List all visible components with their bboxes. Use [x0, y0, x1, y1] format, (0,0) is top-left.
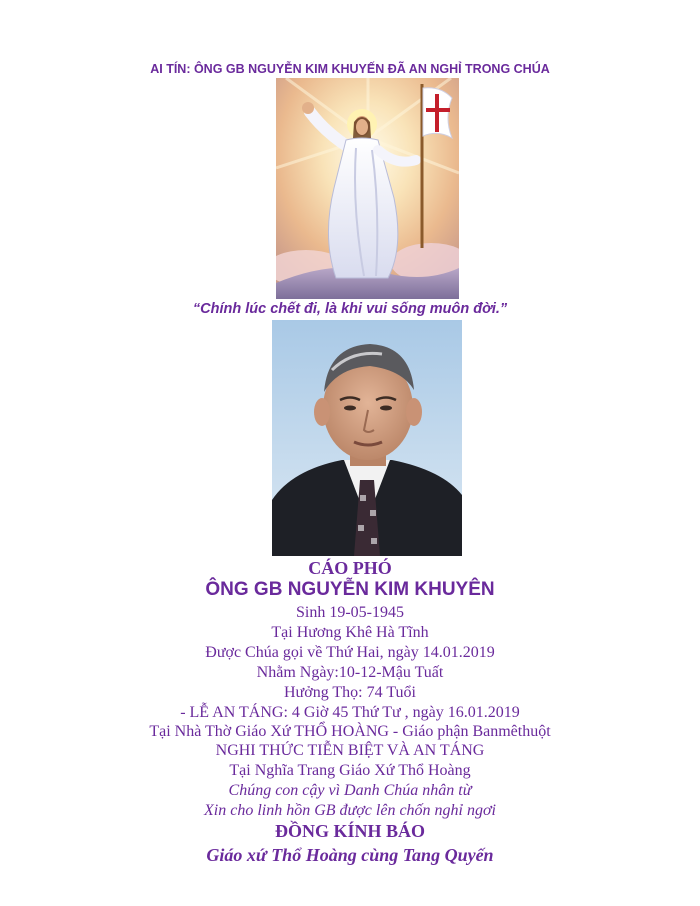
birth-date: Sinh 19-05-1945: [296, 604, 404, 621]
scripture-quote: “Chính lúc chết đi, là khi vui sống muôn đời.”: [192, 301, 508, 317]
funeral-time: - LỄ AN TÁNG: 4 Giờ 45 Thứ Tư , ngày 16.01.2019: [180, 704, 520, 721]
risen-christ-image: [276, 78, 459, 299]
announcement: ĐỒNG KÍNH BÁO: [274, 821, 425, 841]
signature: Giáo xứ Thổ Hoàng cùng Tang Quyến: [206, 845, 494, 865]
farewell-rite: NGHI THỨC TIỄN BIỆT VÀ AN TÁNG: [215, 742, 485, 759]
deceased-portrait-photo: [272, 320, 462, 556]
prayer-line-1: Chúng con cậy vì Danh Chúa nhân từ: [228, 782, 472, 799]
prayer-line-2: Xin cho linh hồn GB được lên chốn nghỉ ngơi: [204, 802, 496, 819]
death-date: Được Chúa gọi về Thứ Hai, ngày 14.01.2019: [205, 644, 495, 661]
age: Hưởng Thọ: 74 Tuổi: [284, 684, 416, 701]
cemetery: Tại Nghĩa Trang Giáo Xứ Thổ Hoàng: [229, 762, 471, 779]
obituary-label: CÁO PHÓ: [308, 558, 392, 578]
headline: AI TÍN: ÔNG GB NGUYỄN KIM KHUYẾN ĐÃ AN NGHỈ TRONG CHÚA: [150, 62, 550, 76]
birth-place: Tại Hương Khê Hà Tĩnh: [271, 624, 429, 641]
funeral-church: Tại Nhà Thờ Giáo Xứ THỔ HOÀNG - Giáo phận Banmêthuột: [149, 723, 551, 740]
lunar-date: Nhằm Ngày:10-12-Mậu Tuất: [256, 664, 444, 681]
deceased-name: ÔNG GB NGUYỄN KIM KHUYÊN: [205, 579, 495, 600]
